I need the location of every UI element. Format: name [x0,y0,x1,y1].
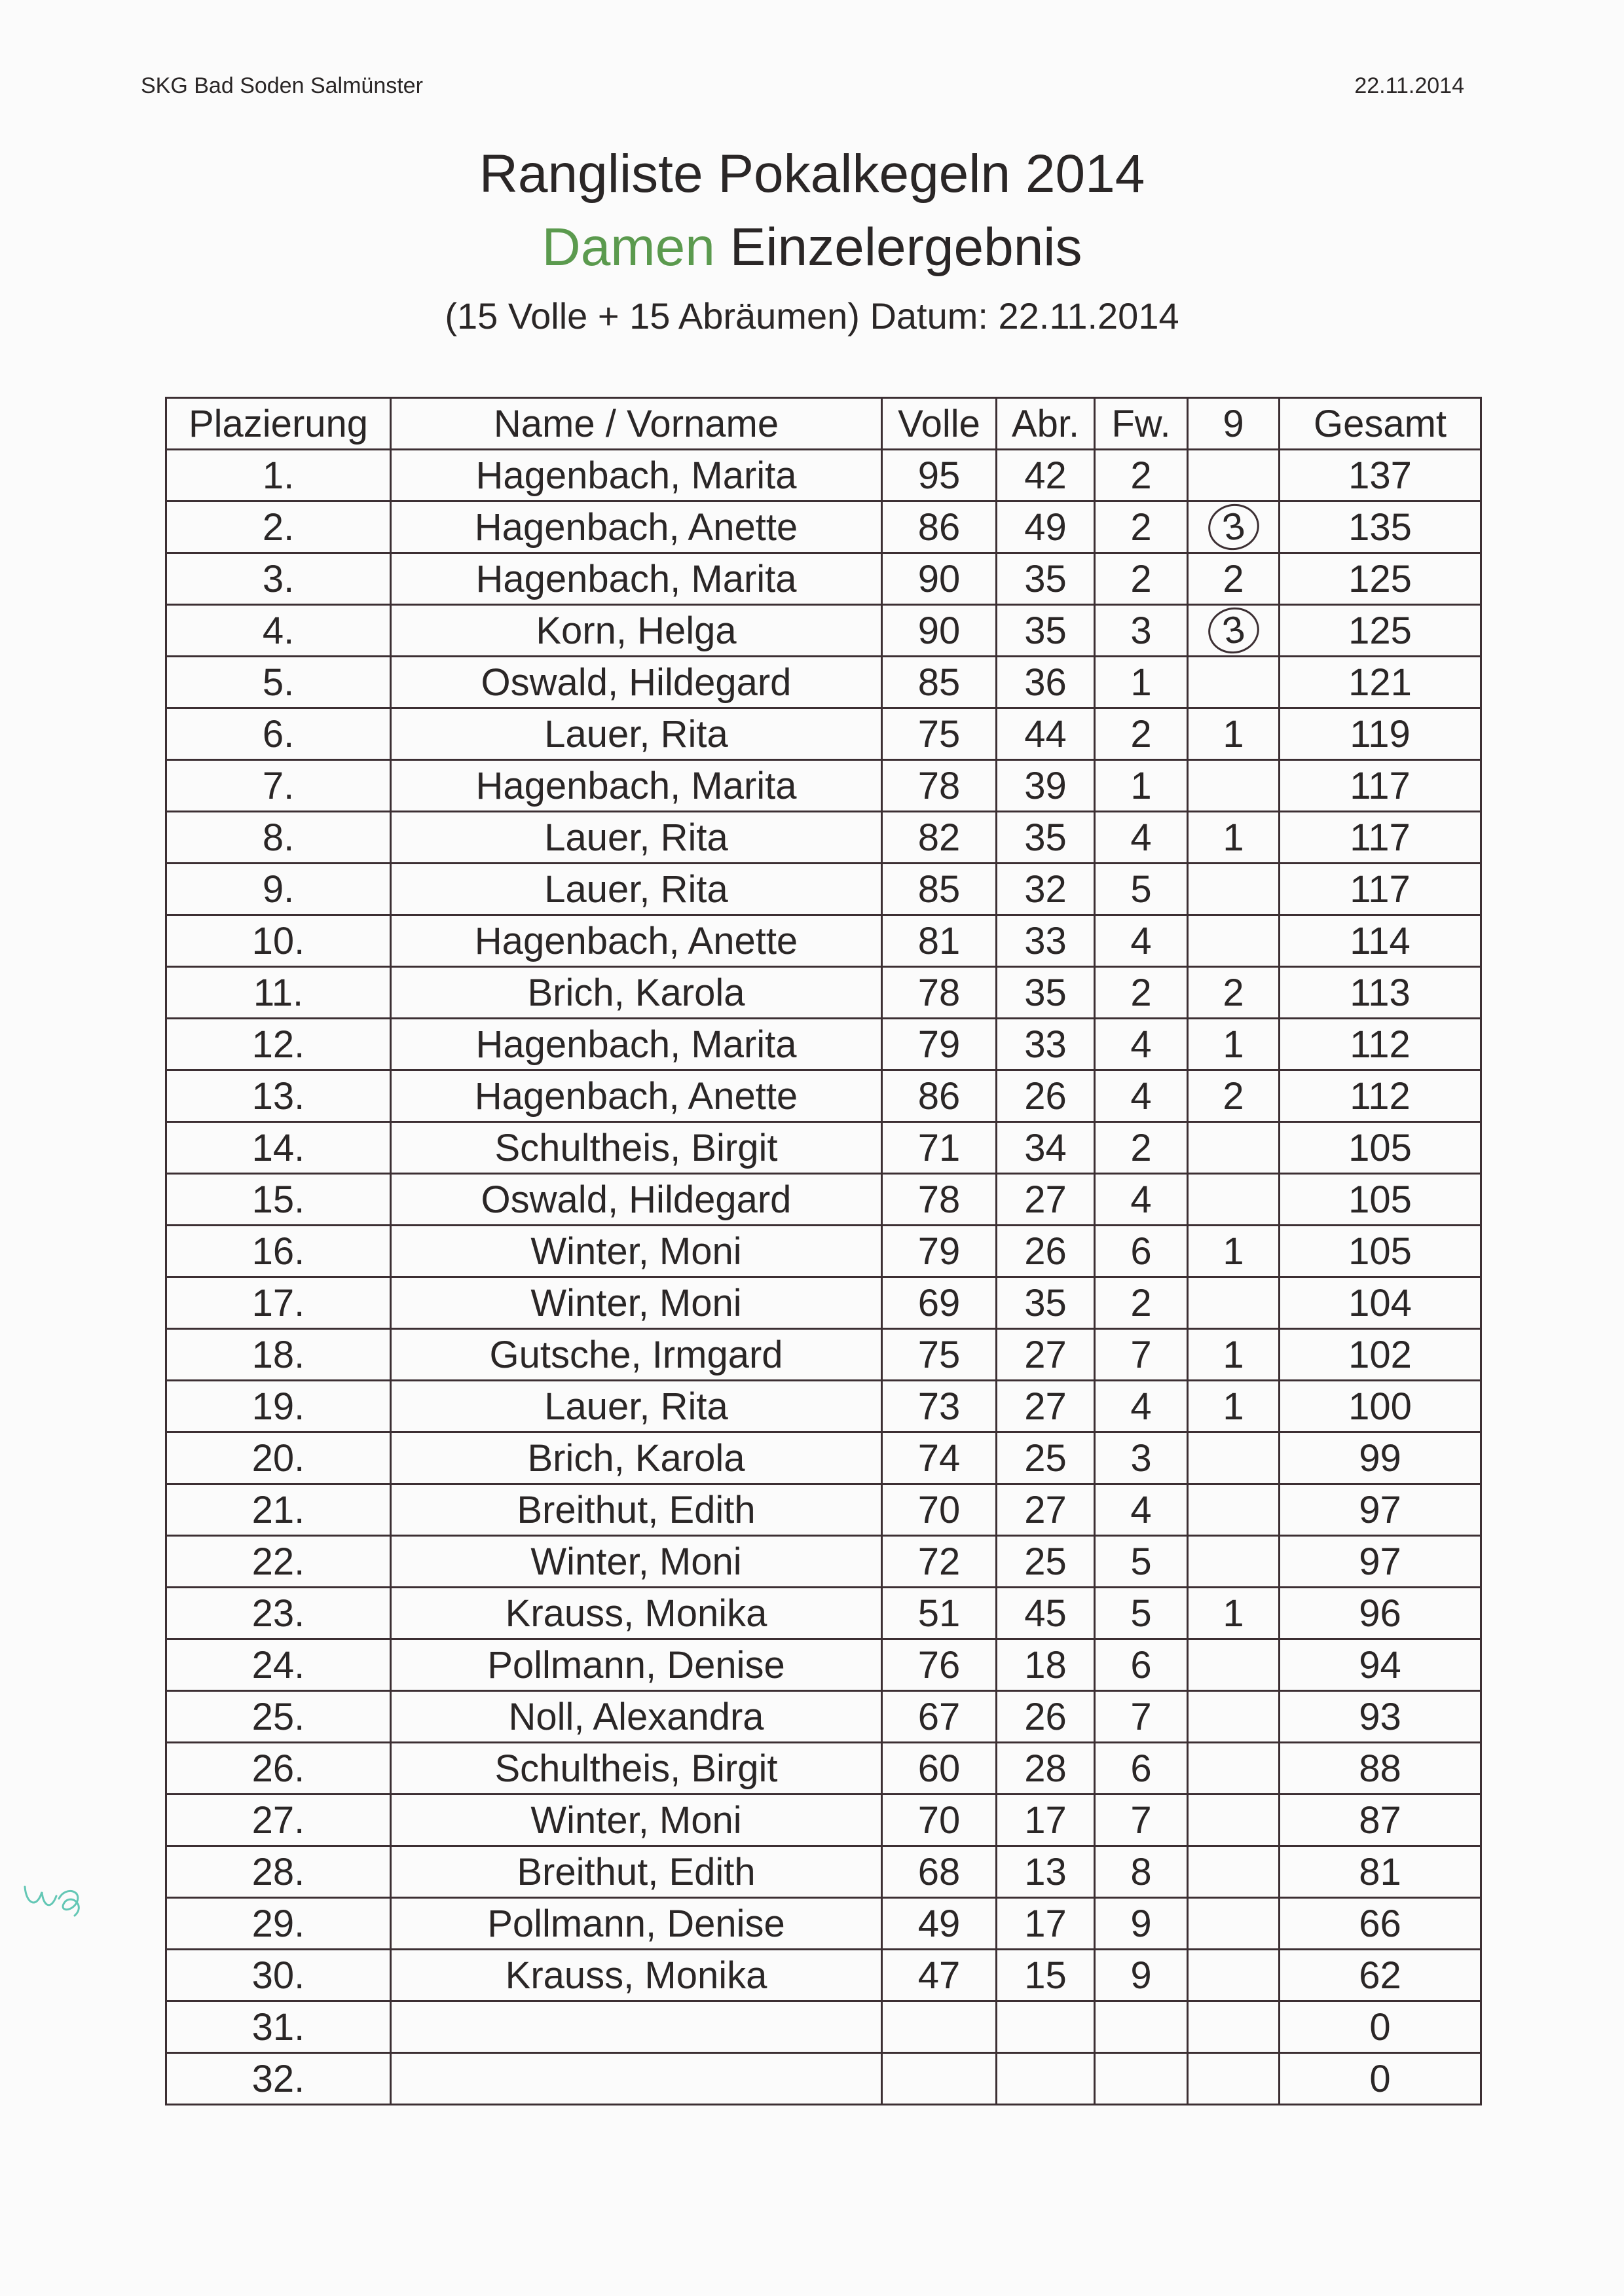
cell-fw: 2 [1095,501,1188,553]
ranking-table [165,397,1482,2105]
cell-total: 97 [1280,1536,1481,1588]
cell-total: 113 [1280,967,1481,1019]
cell-placement: 30. [166,1950,391,2001]
cell-nine [1188,915,1280,967]
cell-name: Pollmann, Denise [391,1639,882,1691]
cell-fw: 1 [1095,657,1188,708]
cell-volle: 95 [882,450,997,501]
cell-total: 117 [1280,812,1481,864]
cell-placement: 20. [166,1432,391,1484]
cell-placement: 14. [166,1122,391,1174]
cell-fw: 2 [1095,708,1188,760]
cell-abr [997,2001,1095,2053]
header-name: Name / Vorname [391,398,882,450]
cell-abr: 35 [997,1277,1095,1329]
cell-volle: 67 [882,1691,997,1743]
cell-total: 81 [1280,1846,1481,1898]
cell-placement: 2. [166,501,391,553]
cell-name: Winter, Moni [391,1226,882,1277]
table-row [166,1381,1481,1432]
cell-total: 112 [1280,1019,1481,1070]
cell-fw: 8 [1095,1846,1188,1898]
cell-abr: 35 [997,605,1095,657]
cell-placement: 5. [166,657,391,708]
cell-nine [1188,1795,1280,1846]
cell-fw: 4 [1095,812,1188,864]
cell-abr: 34 [997,1122,1095,1174]
cell-volle: 51 [882,1588,997,1639]
cell-placement: 32. [166,2053,391,2105]
cell-fw: 6 [1095,1743,1188,1795]
header-fw: Fw. [1095,398,1188,450]
cell-volle: 78 [882,967,997,1019]
club-name: SKG Bad Soden Salmünster [141,73,423,98]
cell-placement: 19. [166,1381,391,1432]
cell-fw: 2 [1095,1277,1188,1329]
table-row [166,1019,1481,1070]
table-row [166,708,1481,760]
cell-placement: 24. [166,1639,391,1691]
cell-nine [1188,501,1280,553]
cell-volle: 86 [882,1070,997,1122]
cell-abr: 27 [997,1174,1095,1226]
cell-nine [1188,1898,1280,1950]
cell-abr: 33 [997,915,1095,967]
cell-name: Hagenbach, Marita [391,553,882,605]
cell-nine [1188,1691,1280,1743]
table-row [166,1329,1481,1381]
table-body [166,450,1481,2105]
cell-volle: 78 [882,1174,997,1226]
cell-nine [1188,657,1280,708]
table-row [166,1743,1481,1795]
cell-fw [1095,2053,1188,2105]
cell-total: 96 [1280,1588,1481,1639]
title-block [0,137,1624,343]
cell-nine [1188,1432,1280,1484]
table-row [166,864,1481,915]
cell-abr: 35 [997,967,1095,1019]
cell-fw: 5 [1095,864,1188,915]
cell-fw: 2 [1095,450,1188,501]
cell-name: Noll, Alexandra [391,1691,882,1743]
cell-volle [882,2001,997,2053]
cell-total: 94 [1280,1639,1481,1691]
cell-total: 105 [1280,1226,1481,1277]
cell-volle: 49 [882,1898,997,1950]
circled-value: 3 [1204,605,1263,657]
cell-nine [1188,760,1280,812]
cell-nine: 1 [1188,1226,1280,1277]
cell-nine: 2 [1188,553,1280,605]
table-row [166,967,1481,1019]
cell-nine: 1 [1188,1381,1280,1432]
table-row [166,760,1481,812]
cell-abr: 26 [997,1070,1095,1122]
cell-total: 100 [1280,1381,1481,1432]
cell-name: Schultheis, Birgit [391,1743,882,1795]
cell-name: Winter, Moni [391,1277,882,1329]
cell-nine [1188,2053,1280,2105]
cell-fw: 7 [1095,1329,1188,1381]
header-total: Gesamt [1280,398,1481,450]
cell-volle: 85 [882,864,997,915]
cell-total: 117 [1280,760,1481,812]
cell-name: Winter, Moni [391,1795,882,1846]
cell-total: 0 [1280,2001,1481,2053]
cell-fw: 6 [1095,1639,1188,1691]
cell-name: Krauss, Monika [391,1950,882,2001]
cell-fw: 5 [1095,1588,1188,1639]
cell-fw: 7 [1095,1795,1188,1846]
cell-fw: 4 [1095,1381,1188,1432]
cell-name: Lauer, Rita [391,708,882,760]
header-abr: Abr. [997,398,1095,450]
header-placement: Plazierung [166,398,391,450]
cell-abr: 15 [997,1950,1095,2001]
table-row [166,2053,1481,2105]
cell-name: Korn, Helga [391,605,882,657]
cell-name: Hagenbach, Anette [391,501,882,553]
cell-total: 104 [1280,1277,1481,1329]
cell-volle: 81 [882,915,997,967]
cell-volle: 68 [882,1846,997,1898]
cell-volle: 75 [882,1329,997,1381]
cell-name: Hagenbach, Anette [391,915,882,967]
cell-nine: 1 [1188,812,1280,864]
cell-placement: 17. [166,1277,391,1329]
cell-volle: 71 [882,1122,997,1174]
cell-name: Breithut, Edith [391,1484,882,1536]
cell-placement: 15. [166,1174,391,1226]
table-header-row [166,398,1481,450]
cell-name: Hagenbach, Marita [391,1019,882,1070]
cell-total: 117 [1280,864,1481,915]
cell-nine: 1 [1188,1019,1280,1070]
cell-name: Krauss, Monika [391,1588,882,1639]
cell-abr: 18 [997,1639,1095,1691]
cell-placement: 4. [166,605,391,657]
cell-abr: 33 [997,1019,1095,1070]
cell-total: 97 [1280,1484,1481,1536]
cell-abr: 35 [997,553,1095,605]
cell-total: 121 [1280,657,1481,708]
cell-total: 99 [1280,1432,1481,1484]
document-title: Rangliste Pokalkegeln 2014 [479,144,1145,204]
cell-nine [1188,2001,1280,2053]
cell-volle: 79 [882,1226,997,1277]
cell-placement: 8. [166,812,391,864]
cell-placement: 18. [166,1329,391,1381]
table-row [166,1174,1481,1226]
cell-nine [1188,1639,1280,1691]
cell-volle: 82 [882,812,997,864]
cell-name: Oswald, Hildegard [391,1174,882,1226]
cell-placement: 9. [166,864,391,915]
table-row [166,1950,1481,2001]
cell-fw: 4 [1095,915,1188,967]
cell-name: Oswald, Hildegard [391,657,882,708]
cell-nine [1188,1743,1280,1795]
cell-abr: 25 [997,1536,1095,1588]
cell-abr: 13 [997,1846,1095,1898]
cell-fw: 9 [1095,1898,1188,1950]
table-row [166,1226,1481,1277]
cell-nine: 2 [1188,967,1280,1019]
cell-nine [1188,1122,1280,1174]
cell-placement: 7. [166,760,391,812]
cell-abr: 25 [997,1432,1095,1484]
cell-placement: 25. [166,1691,391,1743]
cell-total: 137 [1280,450,1481,501]
table-row [166,1588,1481,1639]
cell-volle: 70 [882,1795,997,1846]
cell-volle [882,2053,997,2105]
table-row [166,501,1481,553]
cell-total: 102 [1280,1329,1481,1381]
cell-fw: 4 [1095,1484,1188,1536]
cell-placement: 3. [166,553,391,605]
cell-nine: 2 [1188,1070,1280,1122]
handwritten-initials-mark [20,1872,92,1925]
circled-value: 3 [1204,501,1263,553]
cell-fw: 2 [1095,1122,1188,1174]
header-nine: 9 [1188,398,1280,450]
cell-total: 119 [1280,708,1481,760]
cell-placement: 21. [166,1484,391,1536]
cell-name: Brich, Karola [391,967,882,1019]
cell-fw [1095,2001,1188,2053]
cell-volle: 90 [882,605,997,657]
table-row [166,605,1481,657]
cell-total: 125 [1280,605,1481,657]
cell-fw: 4 [1095,1070,1188,1122]
table-row [166,1122,1481,1174]
table-row [166,915,1481,967]
cell-abr: 36 [997,657,1095,708]
cell-abr: 35 [997,812,1095,864]
cell-name: Hagenbach, Marita [391,450,882,501]
cell-nine [1188,1950,1280,2001]
cell-fw: 4 [1095,1174,1188,1226]
cell-placement: 10. [166,915,391,967]
cell-name: Hagenbach, Marita [391,760,882,812]
cell-volle: 47 [882,1950,997,2001]
table-row [166,1070,1481,1122]
cell-fw: 3 [1095,605,1188,657]
cell-name: Lauer, Rita [391,812,882,864]
table-row [166,1639,1481,1691]
cell-volle: 75 [882,708,997,760]
table-row [166,1898,1481,1950]
cell-fw: 7 [1095,1691,1188,1743]
cell-fw: 3 [1095,1432,1188,1484]
cell-total: 112 [1280,1070,1481,1122]
cell-name: Gutsche, Irmgard [391,1329,882,1381]
cell-nine [1188,1536,1280,1588]
cell-nine [1188,864,1280,915]
cell-fw: 4 [1095,1019,1188,1070]
cell-placement: 27. [166,1795,391,1846]
competition-info: (15 Volle + 15 Abräumen) Datum: 22.11.2014 [445,295,1179,337]
cell-abr: 28 [997,1743,1095,1795]
cell-placement: 28. [166,1846,391,1898]
cell-abr [997,2053,1095,2105]
cell-volle: 73 [882,1381,997,1432]
cell-nine [1188,1846,1280,1898]
cell-nine [1188,605,1280,657]
cell-name: Brich, Karola [391,1432,882,1484]
table-row [166,657,1481,708]
cell-nine [1188,450,1280,501]
table-row [166,1795,1481,1846]
cell-fw: 2 [1095,967,1188,1019]
cell-placement: 11. [166,967,391,1019]
table-row [166,450,1481,501]
cell-total: 105 [1280,1122,1481,1174]
cell-fw: 1 [1095,760,1188,812]
table-row [166,1691,1481,1743]
cell-total: 0 [1280,2053,1481,2105]
table-row [166,1432,1481,1484]
cell-name: Pollmann, Denise [391,1898,882,1950]
cell-name: Winter, Moni [391,1536,882,1588]
cell-fw: 9 [1095,1950,1188,2001]
cell-placement: 23. [166,1588,391,1639]
cell-abr: 17 [997,1898,1095,1950]
cell-volle: 85 [882,657,997,708]
cell-abr: 27 [997,1381,1095,1432]
cell-abr: 49 [997,501,1095,553]
cell-nine: 1 [1188,1588,1280,1639]
cell-volle: 78 [882,760,997,812]
cell-abr: 39 [997,760,1095,812]
cell-placement: 29. [166,1898,391,1950]
table-row [166,1484,1481,1536]
cell-total: 87 [1280,1795,1481,1846]
cell-nine: 1 [1188,1329,1280,1381]
cell-volle: 79 [882,1019,997,1070]
cell-volle: 60 [882,1743,997,1795]
cell-total: 114 [1280,915,1481,967]
cell-volle: 69 [882,1277,997,1329]
cell-placement: 26. [166,1743,391,1795]
cell-name [391,2001,882,2053]
cell-abr: 27 [997,1329,1095,1381]
cell-name: Lauer, Rita [391,864,882,915]
cell-volle: 72 [882,1536,997,1588]
document-subtitle [0,211,1624,284]
subtitle-rest: Einzelergebnis [729,217,1082,277]
cell-name: Schultheis, Birgit [391,1122,882,1174]
cell-abr: 17 [997,1795,1095,1846]
cell-abr: 32 [997,864,1095,915]
document-date: 22.11.2014 [1354,73,1464,98]
cell-placement: 16. [166,1226,391,1277]
cell-placement: 31. [166,2001,391,2053]
cell-abr: 45 [997,1588,1095,1639]
cell-volle: 76 [882,1639,997,1691]
table-row [166,812,1481,864]
cell-fw: 2 [1095,553,1188,605]
cell-total: 93 [1280,1691,1481,1743]
cell-total: 135 [1280,501,1481,553]
header-volle: Volle [882,398,997,450]
cell-placement: 12. [166,1019,391,1070]
cell-fw: 5 [1095,1536,1188,1588]
cell-nine [1188,1174,1280,1226]
cell-fw: 6 [1095,1226,1188,1277]
cell-abr: 26 [997,1226,1095,1277]
cell-name: Breithut, Edith [391,1846,882,1898]
cell-name: Hagenbach, Anette [391,1070,882,1122]
cell-placement: 1. [166,450,391,501]
table-row [166,2001,1481,2053]
cell-name: Lauer, Rita [391,1381,882,1432]
cell-total: 105 [1280,1174,1481,1226]
cell-placement: 13. [166,1070,391,1122]
cell-placement: 22. [166,1536,391,1588]
cell-volle: 74 [882,1432,997,1484]
cell-nine [1188,1484,1280,1536]
cell-total: 125 [1280,553,1481,605]
cell-nine [1188,1277,1280,1329]
cell-volle: 90 [882,553,997,605]
cell-abr: 26 [997,1691,1095,1743]
cell-abr: 27 [997,1484,1095,1536]
table-row [166,1536,1481,1588]
cell-nine: 1 [1188,708,1280,760]
cell-total: 66 [1280,1898,1481,1950]
table-row [166,553,1481,605]
cell-abr: 42 [997,450,1095,501]
cell-total: 62 [1280,1950,1481,2001]
cell-total: 88 [1280,1743,1481,1795]
cell-volle: 70 [882,1484,997,1536]
cell-name [391,2053,882,2105]
category-label: Damen [542,217,715,277]
table-row [166,1277,1481,1329]
cell-abr: 44 [997,708,1095,760]
cell-volle: 86 [882,501,997,553]
table-row [166,1846,1481,1898]
cell-placement: 6. [166,708,391,760]
